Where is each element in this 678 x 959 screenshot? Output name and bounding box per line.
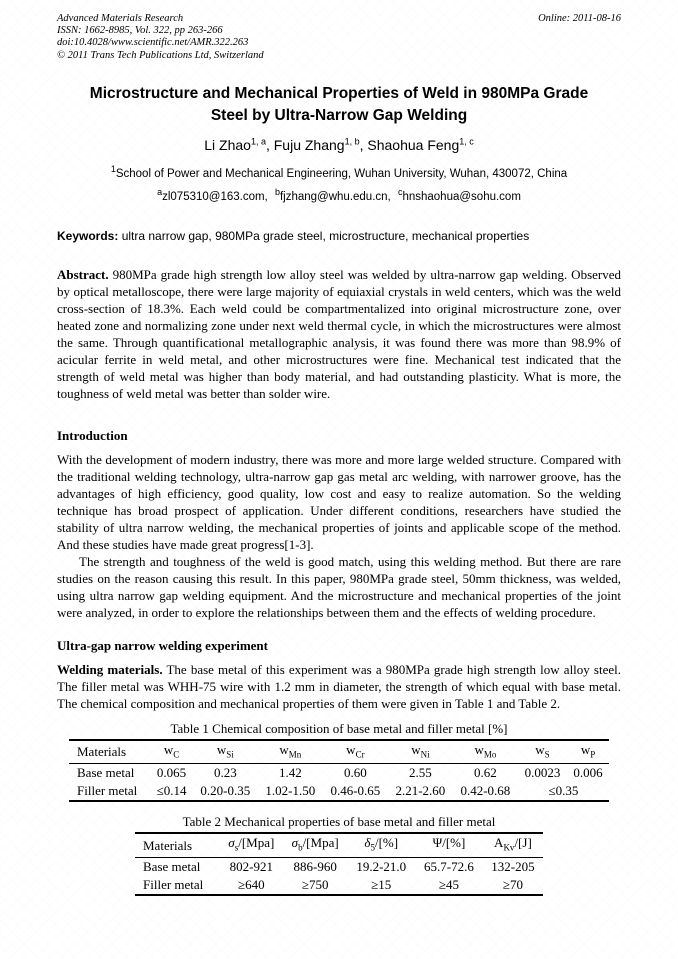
authors-line [57, 135, 621, 155]
table-row [135, 876, 543, 895]
table2-header-cell [483, 833, 543, 857]
table-cell: ≥15 [371, 877, 392, 892]
journal-name: Advanced Materials Research [57, 13, 184, 24]
table-cell: 2.21-2.60 [395, 783, 446, 799]
element-subscript: Mn [288, 749, 302, 760]
keywords-label: Keywords: [57, 228, 119, 243]
journal-header [57, 13, 621, 62]
paper-title: Microstructure and Mechanical Properties of Weld in 980MPa Grade Steel by Ultra-Narrow Gap Welding [89, 84, 589, 124]
table1-header-cell [453, 740, 518, 764]
email-text: zl075310@163.com, [162, 190, 268, 203]
table-cell: 0.23 [213, 765, 237, 781]
affiliation-text: School of Power and Mechanical Engineering, Wuhan University, Wuhan, 430072, China [115, 167, 568, 180]
table-cell: 19.2-21.0 [356, 859, 407, 874]
experiment-heading: Ultra-gap narrow welding experiment [57, 637, 268, 653]
table-row [69, 764, 609, 783]
element-symbol: w [580, 741, 591, 757]
property-unit: /[%] [374, 835, 399, 851]
author-separator: , [359, 136, 368, 153]
element-subscript: P [590, 749, 596, 760]
table1-header-cell [150, 740, 193, 764]
author-superscript: 1, b [344, 136, 360, 147]
author-superscript: 1, c [459, 136, 474, 147]
row-label: Base metal [77, 765, 135, 781]
affiliation-superscript: 1 [110, 163, 116, 174]
table1-header-cell [193, 740, 258, 764]
table-cell: 0.42-0.68 [460, 783, 511, 799]
table-cell: 65.7-72.6 [424, 859, 474, 874]
row-label: Filler metal [77, 783, 138, 799]
table-cell: 886-960 [293, 859, 337, 874]
table-cell: 132-205 [491, 859, 535, 874]
author-email [274, 186, 391, 203]
property-symbol: σ [291, 835, 299, 851]
online-date: Online: 2011-08-16 [538, 13, 621, 24]
keywords-line [57, 229, 621, 244]
email-superscript: a [157, 186, 163, 197]
affiliation-line [57, 163, 621, 181]
keywords-text: ultra narrow gap, 980MPa grade steel, microstructure, mechanical properties [118, 228, 530, 243]
journal-doi-line: doi:10.4028/www.scientific.net/AMR.322.263 [57, 37, 249, 49]
welding-materials-label: Welding materials. [57, 661, 163, 677]
table2-caption: Table 2 Mechanical properties of base metal and filler metal [182, 814, 496, 830]
table2-header-cell [415, 833, 483, 857]
table-cell: 0.46-0.65 [330, 783, 381, 799]
author-email [397, 186, 521, 203]
author-name: Fuju Zhang [273, 136, 345, 153]
table-cell: ≤0.35 [548, 783, 579, 799]
table1-header-cell [388, 740, 453, 764]
table2-mechanical-properties [135, 832, 543, 896]
table2-header-cell: Materials [143, 837, 193, 853]
table-cell: 1.42 [278, 765, 302, 781]
row-label: Base metal [143, 859, 201, 874]
journal-meta-block [57, 13, 264, 62]
author-separator: , [265, 136, 274, 153]
table-cell: 0.20-0.35 [200, 783, 251, 799]
property-subscript: 5 [370, 843, 375, 853]
table-cell: 0.62 [474, 765, 497, 781]
table-cell: 2.55 [409, 765, 432, 781]
element-symbol: w [535, 741, 545, 757]
table-cell: ≥45 [438, 877, 460, 892]
welding-materials-text: The base metal of this experiment was a 980MPa grade high strength low alloy steel. The filler metal was WHH-75 wire with 1.2 mm in diameter, the strength of which equal with base metal. The chemical composition and mechanical properties of them were given in Table 1 and Table 2. [57, 661, 621, 711]
table-cell: ≤0.14 [156, 783, 187, 799]
property-unit: /[J] [514, 835, 532, 851]
table1-header-cell [518, 740, 567, 764]
property-symbol: Ψ [432, 835, 443, 851]
property-subscript: b [298, 843, 303, 853]
element-symbol: w [411, 741, 421, 757]
author-email [157, 186, 268, 203]
property-symbol: σ [228, 835, 235, 851]
table1-header-cell [323, 740, 388, 764]
table2-header-cell [347, 833, 415, 857]
author-name: Shaohua Feng [367, 136, 460, 153]
journal-issn-line: ISSN: 1662-8985, Vol. 322, pp 263-266 [57, 25, 223, 37]
table-row [135, 858, 543, 877]
table2-header-cell [283, 833, 347, 857]
table2-header-row [135, 833, 543, 857]
journal-copyright-line: © 2011 Trans Tech Publications Ltd, Switzerland [57, 49, 264, 61]
abstract-paragraph [57, 266, 621, 402]
element-symbol: w [346, 741, 356, 757]
introduction-paragraph-1: With the development of modern industry, there was more and more large welded structure. Compared with the traditional welding technology, ultra-narrow gap gas metal arc welding, with narrower groove, has the advantages of high efficiency, good quality, low cost and easy to realize automation. So the welding technique has broad prospect of application. Under different conditions, researchers have studied the stability of ultra narrow welding, the mechanical properties of joints and applicable scope of the method. And these studies have made great progress[1-3]. [57, 451, 621, 552]
element-subscript: Ni [420, 749, 430, 760]
email-text: hnshaohua@sohu.com [402, 190, 521, 203]
table2-header-cell [220, 833, 283, 857]
table1-header-row [69, 740, 609, 764]
property-subscript: Kv [503, 843, 515, 853]
email-superscript: c [397, 186, 403, 197]
property-symbol: A [494, 835, 504, 851]
table1-caption: Table 1 Chemical composition of base metal and filler metal [%] [170, 720, 508, 736]
element-symbol: w [279, 741, 289, 757]
table1-header-cell [258, 740, 323, 764]
introduction-heading: Introduction [57, 427, 128, 443]
property-unit: /[Mpa] [238, 835, 275, 851]
table1-header-cell: Materials [77, 744, 127, 760]
element-symbol: w [474, 741, 484, 757]
table-cell: 1.02-1.50 [265, 783, 316, 799]
property-unit: /[Mpa] [302, 835, 339, 851]
author-name: Li Zhao [204, 136, 251, 153]
property-unit: /[%] [442, 835, 466, 851]
emails-line [57, 186, 621, 204]
element-subscript: Mo [483, 749, 497, 760]
author-superscript: 1, a [250, 136, 266, 147]
table-cell: 0.0023 [524, 765, 561, 781]
table-row [69, 782, 609, 801]
introduction-paragraph-2: The strength and toughness of the weld is good match, using this welding method. But there are rare studies on the reason causing this result. In this paper, 980MPa grade steel, 50mm thickness, was welded, using ultra narrow gap welding equipment. And the microstructure and mechanical properties of the joint were analyzed, in order to explore the relationships between them and the effects of welding procedure. [57, 553, 621, 620]
table1-chemical-composition [69, 739, 609, 803]
table-cell: ≥750 [301, 877, 329, 892]
welding-materials-paragraph [57, 661, 621, 712]
email-superscript: b [274, 186, 280, 197]
table-cell: ≥70 [502, 877, 523, 892]
property-subscript: s [234, 843, 239, 853]
table-cell: 802-921 [229, 859, 273, 874]
property-symbol: δ [364, 835, 371, 851]
table-cell: 0.006 [573, 765, 603, 781]
element-subscript: Cr [355, 749, 365, 760]
email-text: fjzhang@whu.edu.cn, [279, 190, 391, 203]
abstract-text: 980MPa grade high strength low alloy steel was welded by ultra-narrow gap welding. Observed by optical metalloscope, there were large majority of equiaxial crystals in weld centers, which was the weld cross-section of 18.3%. Each weld could be compartmentalized into original microstructure zone, over heated zone and normalizing zone under next weld thermal cycle, in which the microstructures were almost the same. Through quantificational metallographic analysis, it was found there was more than 98.9% of acicular ferrite in weld metal, and other microstructures were fine. Mechanical test indicated that the strength of weld metal was higher than body material, and had outstanding plasticity. What is more, the toughness of weld metal was better than solder wire. [57, 266, 621, 401]
row-label: Filler metal [143, 877, 204, 892]
table-cell: 0.065 [156, 765, 187, 781]
abstract-label: Abstract. [57, 266, 109, 282]
element-symbol: w [163, 741, 174, 757]
element-subscript: S [544, 749, 550, 760]
element-symbol: w [216, 741, 227, 757]
element-subscript: C [173, 749, 180, 760]
table-cell: ≥640 [237, 877, 265, 892]
table-cell: 0.60 [343, 765, 367, 781]
element-subscript: Si [226, 749, 234, 760]
table1-header-cell [567, 740, 609, 764]
